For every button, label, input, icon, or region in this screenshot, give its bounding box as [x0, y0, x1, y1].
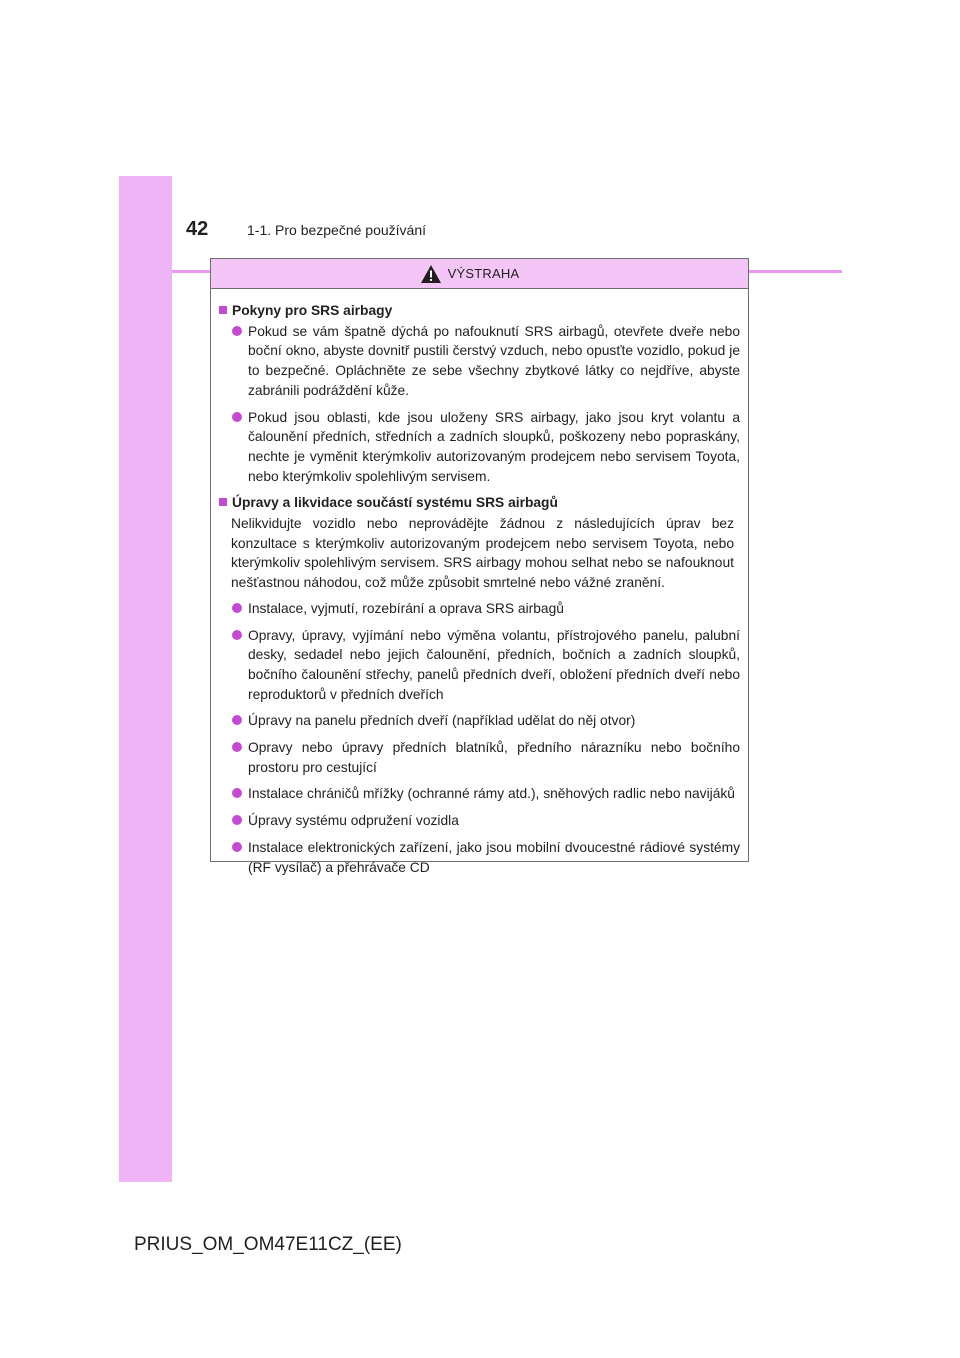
warning-box — [210, 258, 749, 875]
warning-label: VÝSTRAHA — [447, 266, 520, 281]
list-item: Opravy nebo úpravy předních blatníků, předního nárazníku nebo bočního prostoru pro cestující — [232, 738, 740, 777]
list-item: Instalace elektronických zařízení, jako jsou mobilní dvoucestné rádiové systémy (RF vysílač) a přehrávače CD — [232, 838, 740, 877]
list-item: Opravy, úpravy, vyjímání nebo výměna volantu, přístrojového panelu, palubní desky, sedadel nebo jejich čalounění, předních, bočních a zadních sloupků, bočního čalounění střechy, panelů předních dveří, obložení předních dveří nebo reproduktorů v předních dveřích — [232, 626, 740, 705]
round-bullet-icon — [232, 412, 242, 422]
round-bullet-icon — [232, 603, 242, 613]
round-bullet-icon — [232, 842, 242, 852]
list-item: Pokud se vám špatně dýchá po nafouknutí SRS airbagů, otevřete dveře nebo boční okno, abyste dovnitř pustili čerstvý vzduch, nebo opusťte vozidlo, pokud je to bezpečné. Opláchněte ze sebe všechny zbytkové látky co nejdříve, abyste zabránili podráždění kůže. — [232, 322, 740, 401]
section-paragraph: Nelikvidujte vozidlo nebo neprovádějte žádnou z následujících úprav bez konzultace s kterýmkoliv autorizovaným prodejcem nebo servisem Toyota, nebo kterýmkoliv spolehlivým servisem. SRS airbagy mohou selhat nebo se nafouknout nešťastnou náhodou, což může způsobit smrtelné nebo vážné zranění. — [231, 516, 734, 591]
document-code: PRIUS_OM_OM47E11CZ_(EE) — [134, 1234, 402, 1255]
round-bullet-icon — [232, 326, 242, 336]
section-heading: Úpravy a likvidace součástí systému SRS airbagů — [219, 493, 740, 513]
chapter-sidebar-tab — [119, 176, 172, 1182]
section-title: 1-1. Pro bezpečné používání — [247, 222, 427, 238]
warning-body — [211, 289, 748, 877]
page-number: 42 — [186, 218, 209, 240]
list-item: Úpravy systému odpružení vozidla — [232, 811, 740, 831]
warning-triangle-icon — [420, 264, 442, 284]
list-item: Pokud jsou oblasti, kde jsou uloženy SRS airbagy, jako jsou kryt volantu a čalounění předních, středních a zadních sloupků, poškozeny nebo popraskány, nechte je vyměnit kterýmkoliv autorizovaným prodejcem nebo servisem Toyota, nebo kterýmkoliv spolehlivým servisem. — [232, 408, 740, 487]
list-item: Úpravy na panelu předních dveří (například udělat do něj otvor) — [232, 711, 740, 731]
square-bullet-icon — [219, 498, 227, 506]
round-bullet-icon — [232, 788, 242, 798]
list-item: Instalace chráničů mřížky (ochranné rámy atd.), sněhových radlic nebo navijáků — [232, 784, 740, 804]
round-bullet-icon — [232, 630, 242, 640]
square-bullet-icon — [219, 306, 227, 314]
round-bullet-icon — [232, 715, 242, 725]
warning-header — [211, 259, 748, 289]
round-bullet-icon — [232, 815, 242, 825]
section-heading: Pokyny pro SRS airbagy — [219, 301, 740, 321]
round-bullet-icon — [232, 742, 242, 752]
list-item: Instalace, vyjmutí, rozebírání a oprava SRS airbagů — [232, 599, 740, 619]
